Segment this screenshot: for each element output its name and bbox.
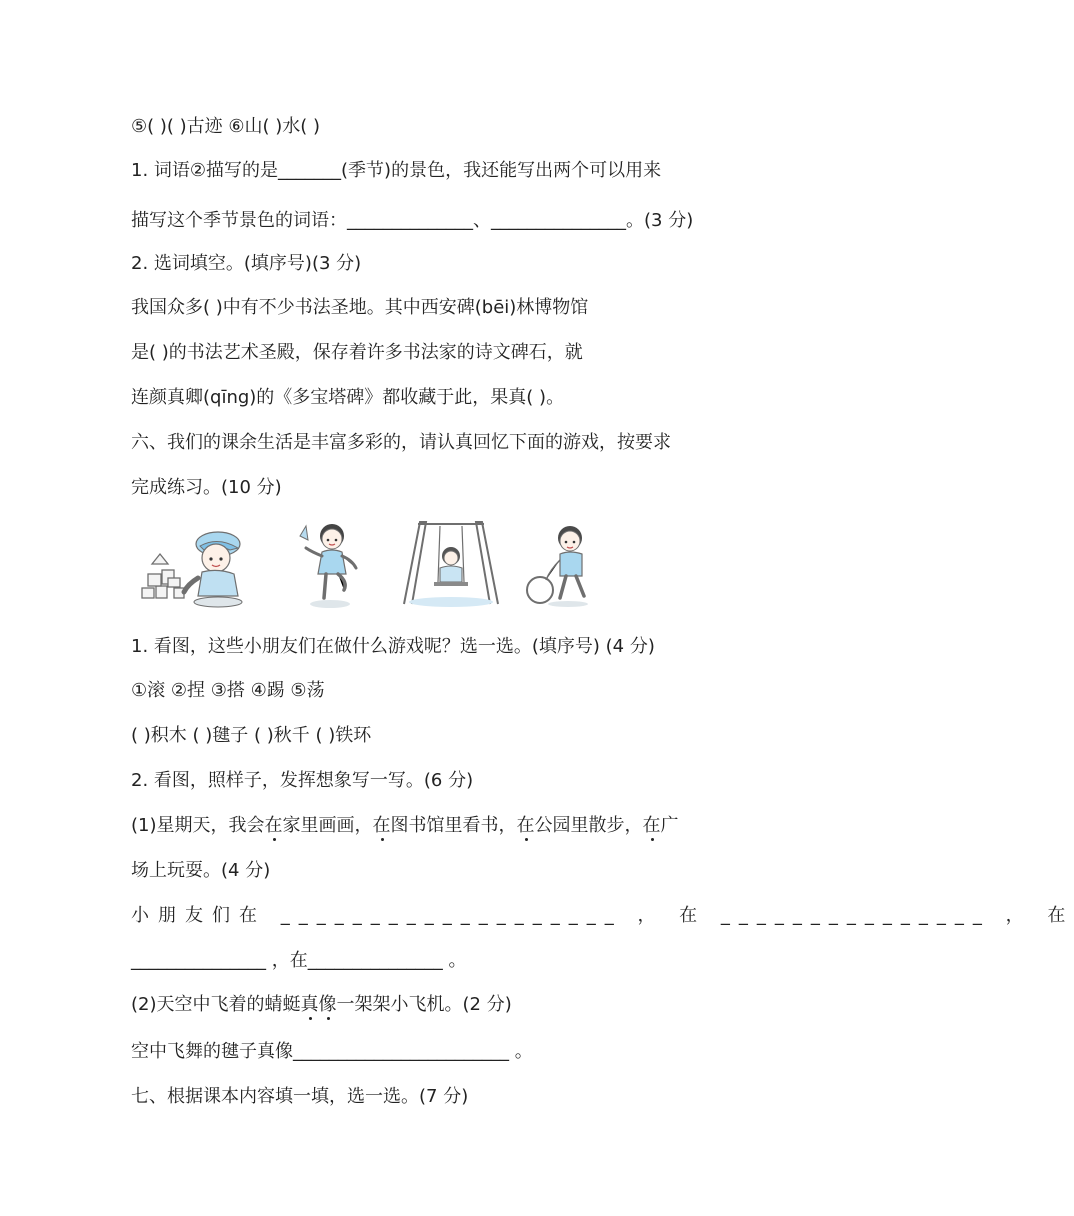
example-text: 家里画画， bbox=[282, 815, 373, 836]
example-text: 一架架小飞机。(2 分) bbox=[336, 994, 512, 1015]
dotted-char: 像 bbox=[318, 994, 337, 1015]
passage-line-1: 我国众多( )中有不少书法圣地。其中西安碑(bēi)林博物馆 bbox=[131, 297, 589, 318]
boy-rolling-hoop-illustration bbox=[524, 518, 596, 610]
passage-line-2: 是( )的书法艺术圣殿，保存着许多书法家的诗文碑石，就 bbox=[131, 342, 583, 363]
fill-sentence-1-cont: _______________ ，在_______________ 。 bbox=[131, 950, 467, 971]
dotted-char: 真 bbox=[300, 994, 319, 1015]
example-text: 公园里散步， bbox=[534, 815, 643, 836]
dotted-char: 在 bbox=[516, 815, 535, 836]
example-text: (2)天空中飞着的蜻蜓 bbox=[131, 994, 301, 1015]
question-6-2-title: 2. 看图，照样子，发挥想象写一写。(6 分) bbox=[131, 770, 474, 791]
passage-line-3: 连颜真卿(qīng)的《多宝塔碑》都收藏于此，果真( )。 bbox=[131, 387, 565, 408]
fill-sentence-1: 小朋友们在 ___________________ ， 在 _______________ ， 在 bbox=[131, 905, 1074, 926]
example-sentence-1-cont: 场上玩耍。(4 分) bbox=[131, 860, 271, 881]
dotted-char: 在 bbox=[372, 815, 391, 836]
example-sentence-2 bbox=[131, 992, 730, 1018]
question-6-1-title: 1. 看图，这些小朋友们在做什么游戏呢？选一选。(填序号) (4 分) bbox=[131, 636, 655, 657]
dotted-char: 在 bbox=[264, 815, 283, 836]
example-text: 广 bbox=[660, 815, 679, 836]
section-7-title: 七、根据课本内容填一填，选一选。(7 分) bbox=[131, 1086, 469, 1107]
verb-answer-blanks: ( )积木 ( )毽子 ( )秋千 ( )铁环 bbox=[131, 725, 372, 746]
girl-kicking-shuttlecock-illustration bbox=[294, 518, 364, 610]
section-6-title: 六、我们的课余生活是丰富多彩的，请认真回忆下面的游戏，按要求 bbox=[131, 432, 671, 453]
fill-sentence-2: 空中飞舞的毽子真像________________________ 。 bbox=[131, 1041, 533, 1062]
example-text: 图书馆里看书， bbox=[390, 815, 517, 836]
example-sentence-1 bbox=[131, 813, 730, 839]
example-text: (1)星期天，我会 bbox=[131, 815, 265, 836]
girl-on-swing-illustration bbox=[396, 518, 506, 610]
dotted-char: 在 bbox=[642, 815, 661, 836]
boy-building-blocks-illustration bbox=[138, 518, 250, 610]
verb-options: ①滚 ②捏 ③搭 ④踢 ⑤荡 bbox=[131, 680, 325, 701]
question-1-line-1: 1. 词语②描写的是_______(季节)的景色，我还能写出两个可以用来 bbox=[131, 160, 662, 181]
section-6-title-cont: 完成练习。(10 分) bbox=[131, 477, 282, 498]
question-2-title: 2. 选词填空。(填序号)(3 分) bbox=[131, 253, 362, 274]
answer-line-5-6: ⑤( )( )古迹 ⑥山( )水( ) bbox=[131, 116, 321, 137]
question-1-line-2: 描写这个季节景色的词语：______________、_______________。(3 分) bbox=[131, 210, 694, 231]
